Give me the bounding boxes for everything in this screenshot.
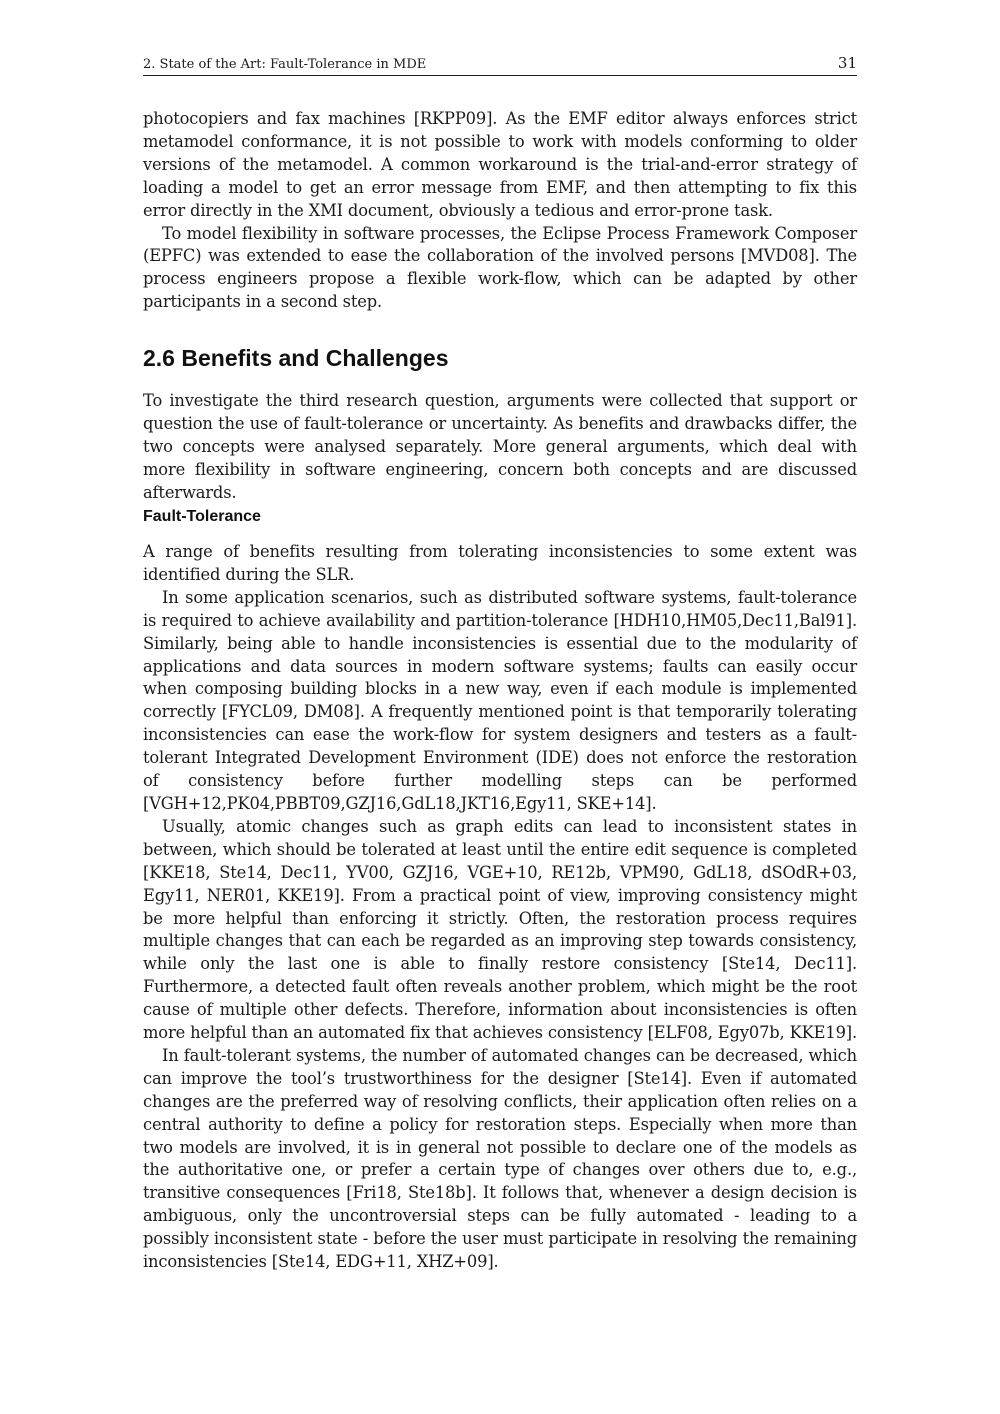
subsection-heading: Fault-Tolerance <box>143 508 261 525</box>
intro-paragraph-1: photocopiers and fax machines [RKPP09]. As the EMF editor always enforces strict metamodel conformance, it is not possible to work with models conforming to older versions of the metamodel. A common workaround is the trial-and-error strategy of loading a model to get an error message from EMF, and then attempting to fix this error directly in the XMI document, obviously a tedious and error-prone task. <box>143 109 857 220</box>
section-intro-text <box>143 390 857 505</box>
intro-text <box>143 108 857 314</box>
chapter-title: 2. State of the Art: Fault-Tolerance in MDE <box>143 57 427 72</box>
page-number: 31 <box>837 54 857 72</box>
subsection-text <box>143 541 857 1274</box>
subsection-paragraph-3: Usually, atomic changes such as graph edits can lead to inconsistent states in between, which should be tolerated at least until the entire edit sequence is completed [KKE18, Ste14, Dec11, YV00, GZJ16, VGE+10, RE12b, VPM90, GdL18, dSOdR+03, Egy11, NER01, KKE19]. From a practical point of view, improving consistency might be more helpful than enforcing it strictly. Often, the restoration process requires multiple changes that can each be regarded as an improving step towards consistency, while only the last one is able to finally restore consistency [Ste14, Dec11]. Furthermore, a detected fault often reveals another problem, which might be the root cause of multiple other defects. Therefore, information about inconsistencies is often more helpful than an automated fix that achieves consistency [ELF08, Egy07b, KKE19]. <box>143 816 858 1043</box>
subsection-paragraph-4: In fault-tolerant systems, the number of automated changes can be decreased, which can improve the tool’s trustworthiness for the designer [Ste14]. Even if automated changes are the preferred way of resolving conflicts, their application often relies on a central authority to define a policy for restoration steps. Especially when more than two models are involved, it is in general not possible to declare one of the models as the authoritative one, or prefer a certain type of changes over others due to, e.g., transitive consequences [Fri18, Ste18b]. It follows that, whenever a design decision is ambiguous, only the uncontroversial steps can be fully automated - leading to a possibly inconsistent state - before the user must participate in resolving the remaining inconsistencies [Ste14, EDG+11, XHZ+09]. <box>143 1045 857 1272</box>
running-header <box>143 54 857 76</box>
section-paragraph: To investigate the third research question, arguments were collected that support or question the use of fault-tolerance or uncertainty. As benefits and drawbacks differ, the two concepts were analysed separately. More general arguments, which deal with more flexibility in software engineering, concern both concepts and are discussed afterwards. <box>143 391 857 502</box>
subsection-paragraph-2: In some application scenarios, such as distributed software systems, fault-tolerance is required to achieve availability and partition-tolerance [HDH10,HM05,Dec11,Bal91]. Similarly, being able to handle inconsistencies is essential due to the modularity of applications and data sources in modern software systems; faults can easily occur when composing building blocks in a new way, even if each module is implemented correctly [FYCL09, DM08]. A frequently mentioned point is that temporarily tolerating inconsistencies can ease the work-flow for system designers and testers as a fault-tolerant Integrated Development Environment (IDE) does not enforce the restoration of consistency before further modelling steps can be performed [VGH+12,PK04,PBBT09,GZJ16,GdL18,JKT16,Egy11, SKE+14]. <box>143 587 857 813</box>
subsection-paragraph-1: A range of benefits resulting from tolerating inconsistencies to some extent was identified during the SLR. <box>143 542 857 584</box>
section-heading: 2.6 Benefits and Challenges <box>143 345 449 371</box>
intro-paragraph-2: To model flexibility in software processes, the Eclipse Process Framework Composer (EPFC) was extended to ease the collaboration of the involved persons [MVD08]. The process engineers propose a flexible work-flow, which can be adapted by other participants in a second step. <box>143 223 857 312</box>
